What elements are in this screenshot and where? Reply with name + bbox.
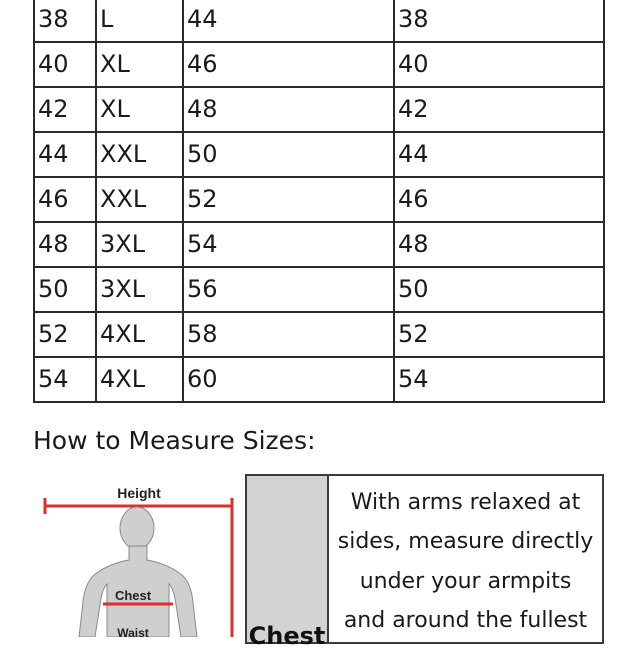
table-cell: 42 — [34, 87, 96, 132]
table-cell: 46 — [183, 42, 394, 87]
table-cell: 40 — [394, 42, 604, 87]
measure-heading: How to Measure Sizes: — [33, 426, 316, 455]
table-row — [34, 222, 604, 267]
table-cell: 52 — [394, 312, 604, 357]
table-cell: L — [96, 0, 183, 42]
table-cell: 44 — [183, 0, 394, 42]
table-cell: XXL — [96, 177, 183, 222]
table-cell: 46 — [394, 177, 604, 222]
table-cell: 48 — [183, 87, 394, 132]
description-line: under your armpits — [359, 569, 572, 594]
table-row — [34, 177, 604, 222]
table-row — [34, 87, 604, 132]
table-cell: 3XL — [96, 222, 183, 267]
table-cell: 54 — [34, 357, 96, 402]
table-cell: 4XL — [96, 312, 183, 357]
waist-label: Waist — [117, 626, 149, 637]
table-cell: XXL — [96, 132, 183, 177]
chest-label-cell — [245, 474, 329, 650]
table-cell: 50 — [183, 132, 394, 177]
table-cell: 46 — [34, 177, 96, 222]
table-cell: 44 — [394, 132, 604, 177]
table-cell: XL — [96, 87, 183, 132]
table-cell: 38 — [394, 0, 604, 42]
table-cell: 60 — [183, 357, 394, 402]
table-row — [34, 357, 604, 402]
table-row — [34, 312, 604, 357]
table-cell: 44 — [34, 132, 96, 177]
table-cell: 48 — [394, 222, 604, 267]
table-cell: 58 — [183, 312, 394, 357]
table-cell: 4XL — [96, 357, 183, 402]
table-cell: 50 — [394, 267, 604, 312]
table-cell: XL — [96, 42, 183, 87]
size-table — [33, 0, 605, 403]
table-cell: 54 — [394, 357, 604, 402]
size-table-body — [34, 0, 604, 402]
body-measurement-figure — [37, 480, 242, 637]
table-row — [34, 42, 604, 87]
body-silhouette — [79, 507, 197, 637]
table-cell: 38 — [34, 0, 96, 42]
table-row — [34, 267, 604, 312]
table-cell: 40 — [34, 42, 96, 87]
table-cell: 48 — [34, 222, 96, 267]
table-cell: 3XL — [96, 267, 183, 312]
chest-description-cell — [329, 474, 604, 644]
table-cell: 52 — [34, 312, 96, 357]
table-cell: 56 — [183, 267, 394, 312]
table-cell: 52 — [183, 177, 394, 222]
description-line: and around the fullest — [343, 608, 588, 633]
table-row — [34, 0, 604, 42]
table-row — [34, 132, 604, 177]
height-label: Height — [117, 485, 161, 501]
description-line: sides, measure directly — [337, 529, 594, 554]
table-cell: 50 — [34, 267, 96, 312]
chest-label: Chest — [114, 588, 152, 603]
description-line: With arms relaxed at — [350, 490, 581, 515]
table-cell: 54 — [183, 222, 394, 267]
chest-row-label: Chest — [248, 622, 326, 650]
table-cell: 42 — [394, 87, 604, 132]
